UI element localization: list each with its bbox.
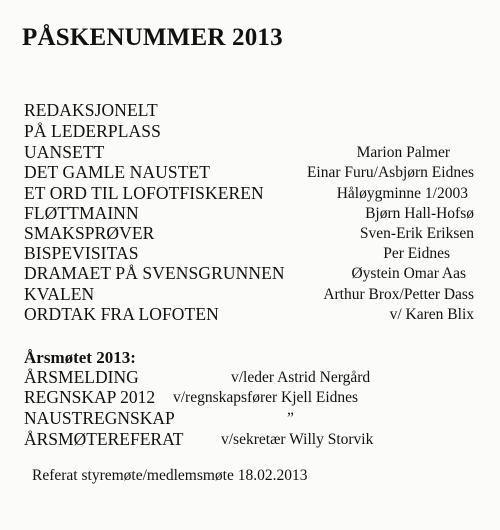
contents-item-author: Bjørn Hall-Hofsø — [365, 205, 474, 222]
contents-row — [24, 162, 474, 183]
contents-row — [24, 223, 474, 244]
contents-item-title: ORDTAK FRA LOFOTEN — [24, 304, 219, 324]
contents-item-title: UANSETT — [24, 142, 105, 162]
contents-item-title: PÅ LEDERPLASS — [24, 121, 161, 141]
contents-item-author: Øystein Omar Aas — [351, 265, 466, 282]
contents-item-author: Arthur Brox/Petter Dass — [323, 286, 474, 303]
contents-item-title: REDAKSJONELT — [24, 100, 158, 120]
annual-meeting-row — [24, 387, 359, 408]
contents-row — [24, 183, 474, 204]
contents-item-title: DRAMAET PÅ SVENSGRUNNEN — [24, 263, 285, 283]
contents-row — [24, 142, 474, 163]
contents-item-title: BISPEVISITAS — [24, 243, 139, 263]
contents-item-title: KVALEN — [24, 284, 95, 304]
contents-item-author: Håløygminne 1/2003 — [336, 185, 468, 202]
annual-meeting-item-title: REGNSKAP 2012 — [24, 387, 156, 407]
annual-meeting-row — [24, 408, 294, 429]
annual-meeting-item-title: ÅRSMELDING — [24, 367, 139, 387]
contents-item-author: Per Eidnes — [383, 245, 450, 262]
annual-meeting-item-author: v/sekretær Willy Storvik — [221, 431, 374, 448]
annual-meeting-row — [24, 429, 374, 450]
contents-row — [24, 121, 474, 142]
annual-meeting-row — [24, 367, 371, 388]
annual-meeting-item-author: v/regnskapsfører Kjell Eidnes — [173, 389, 359, 406]
annual-meeting-item-title: ÅRSMØTEREFERAT — [24, 429, 184, 449]
page-title: PÅSKENUMMER 2013 — [22, 24, 283, 51]
contents-row — [24, 263, 474, 284]
contents-row — [24, 100, 474, 121]
contents-item-author: Sven-Erik Eriksen — [359, 225, 474, 242]
meeting-minutes-note: Referat styremøte/medlemsmøte 18.02.2013 — [32, 467, 308, 484]
contents-item-author: Marion Palmer — [356, 144, 450, 161]
contents-item-title: DET GAMLE NAUSTET — [24, 162, 211, 182]
contents-row — [24, 203, 474, 224]
annual-meeting-item-title: NAUSTREGNSKAP — [24, 408, 175, 428]
contents-item-title: SMAKSPRØVER — [24, 223, 155, 243]
contents-item-author: v/ Karen Blix — [389, 306, 474, 323]
contents-row — [24, 243, 474, 264]
contents-item-title: FLØTTMAINN — [24, 203, 139, 223]
contents-row — [24, 284, 474, 305]
annual-meeting-heading: Årsmøtet 2013: — [24, 348, 136, 367]
annual-meeting-ditto-mark: ” — [287, 410, 294, 427]
contents-item-author: Einar Furu/Asbjørn Eidnes — [306, 164, 474, 181]
contents-row — [24, 304, 474, 325]
contents-item-title: ET ORD TIL LOFOTFISKEREN — [24, 183, 264, 203]
annual-meeting-item-author: v/leder Astrid Nergård — [231, 369, 371, 386]
